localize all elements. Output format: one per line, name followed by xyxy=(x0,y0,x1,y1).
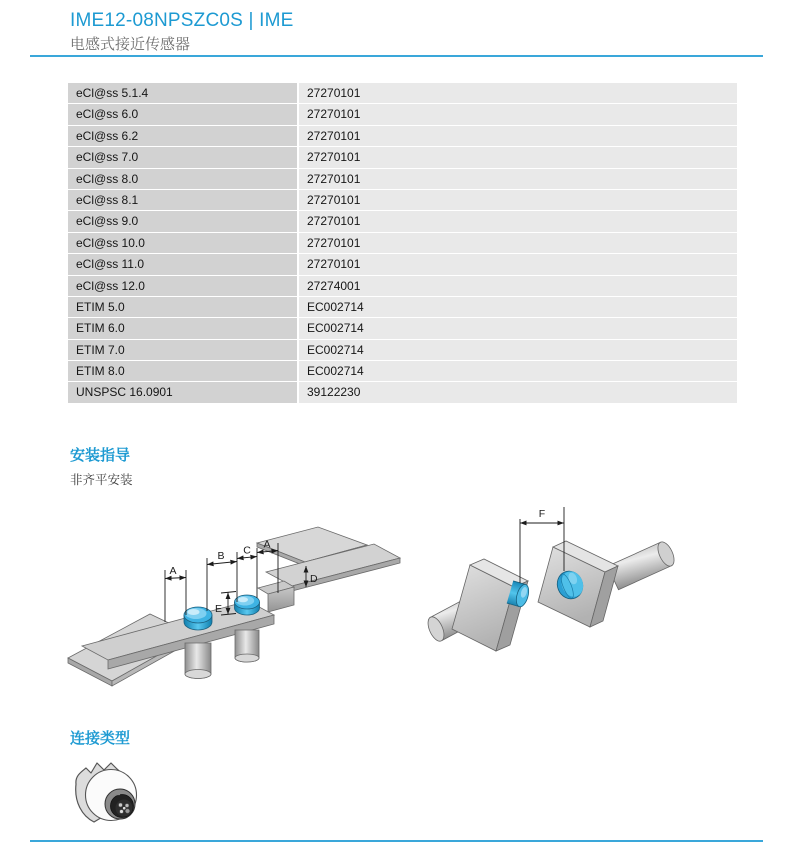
right-sensor xyxy=(538,539,677,627)
non-flush-mounting-label: 非齐平安装 xyxy=(70,473,133,487)
table-row-value: EC002714 xyxy=(299,297,737,317)
sensor-barrel xyxy=(235,630,259,662)
table-row-value: 27270101 xyxy=(299,233,737,253)
table-row xyxy=(68,83,737,103)
dim-label-b: B xyxy=(217,550,225,562)
sensor-face-disc xyxy=(184,607,212,630)
table-row xyxy=(68,233,737,253)
table-row xyxy=(68,254,737,274)
table-row-value: 27270101 xyxy=(299,211,737,231)
table-row-label: eCl@ss 6.2 xyxy=(68,126,297,146)
table-row-label: eCl@ss 6.0 xyxy=(68,104,297,124)
header-divider xyxy=(30,55,763,57)
table-row-label: eCl@ss 5.1.4 xyxy=(68,83,297,103)
table-row xyxy=(68,104,737,124)
opposing-sensors-diagram xyxy=(420,493,720,683)
sensor-barrel xyxy=(185,643,211,679)
table-row-label: ETIM 8.0 xyxy=(68,361,297,381)
dim-label-c: C xyxy=(243,544,251,557)
table-row-label: ETIM 6.0 xyxy=(68,318,297,338)
sensor-face-disc xyxy=(235,595,260,615)
installation-heading: 安装指导 xyxy=(70,447,131,464)
table-row xyxy=(68,190,737,210)
table-row-label: eCl@ss 11.0 xyxy=(68,254,297,274)
step-wall xyxy=(258,581,294,612)
table-row-value: 27270101 xyxy=(299,147,737,167)
table-row xyxy=(68,169,737,189)
table-row xyxy=(68,276,737,296)
table-row-label: eCl@ss 7.0 xyxy=(68,147,297,167)
dim-label-f: F xyxy=(538,508,546,520)
table-row-value: EC002714 xyxy=(299,361,737,381)
table-row-value: 27270101 xyxy=(299,190,737,210)
table-row-value: 27270101 xyxy=(299,104,737,124)
m12-connector-illustration xyxy=(62,750,152,835)
mounting-dimensions-diagram xyxy=(60,498,405,703)
table-row-label: eCl@ss 10.0 xyxy=(68,233,297,253)
page-title: IME12-08NPSZC0S | IME xyxy=(70,10,294,31)
left-sensor xyxy=(425,559,531,651)
table-row xyxy=(68,318,737,338)
dim-label-e: E xyxy=(214,603,222,615)
table-row xyxy=(68,361,737,381)
connection-type-heading: 连接类型 xyxy=(70,730,131,747)
table-row-value: EC002714 xyxy=(299,340,737,360)
table-row-label: ETIM 5.0 xyxy=(68,297,297,317)
table-row-label: eCl@ss 8.1 xyxy=(68,190,297,210)
table-row xyxy=(68,147,737,167)
table-row-value: 27270101 xyxy=(299,254,737,274)
table-row xyxy=(68,382,737,402)
dim-label-d: D xyxy=(310,573,318,585)
table-row-label: eCl@ss 12.0 xyxy=(68,276,297,296)
table-row-label: ETIM 7.0 xyxy=(68,340,297,360)
table-row xyxy=(68,126,737,146)
table-row-label: eCl@ss 9.0 xyxy=(68,211,297,231)
table-row-value: 39122230 xyxy=(299,382,737,402)
table-row-value: 27270101 xyxy=(299,83,737,103)
table-row-label: eCl@ss 8.0 xyxy=(68,169,297,189)
dim-label-a2: A xyxy=(263,538,271,551)
table-row xyxy=(68,340,737,360)
table-row xyxy=(68,211,737,231)
classification-table xyxy=(68,83,737,404)
table-row-label: UNSPSC 16.0901 xyxy=(68,382,297,402)
table-row-value: 27270101 xyxy=(299,126,737,146)
footer-divider xyxy=(30,840,763,842)
table-row-value: 27274001 xyxy=(299,276,737,296)
table-row-value: EC002714 xyxy=(299,318,737,338)
table-row xyxy=(68,297,737,317)
table-row-value: 27270101 xyxy=(299,169,737,189)
page-subtitle: 电感式接近传感器 xyxy=(70,36,191,53)
dim-label-a1: A xyxy=(169,565,177,577)
